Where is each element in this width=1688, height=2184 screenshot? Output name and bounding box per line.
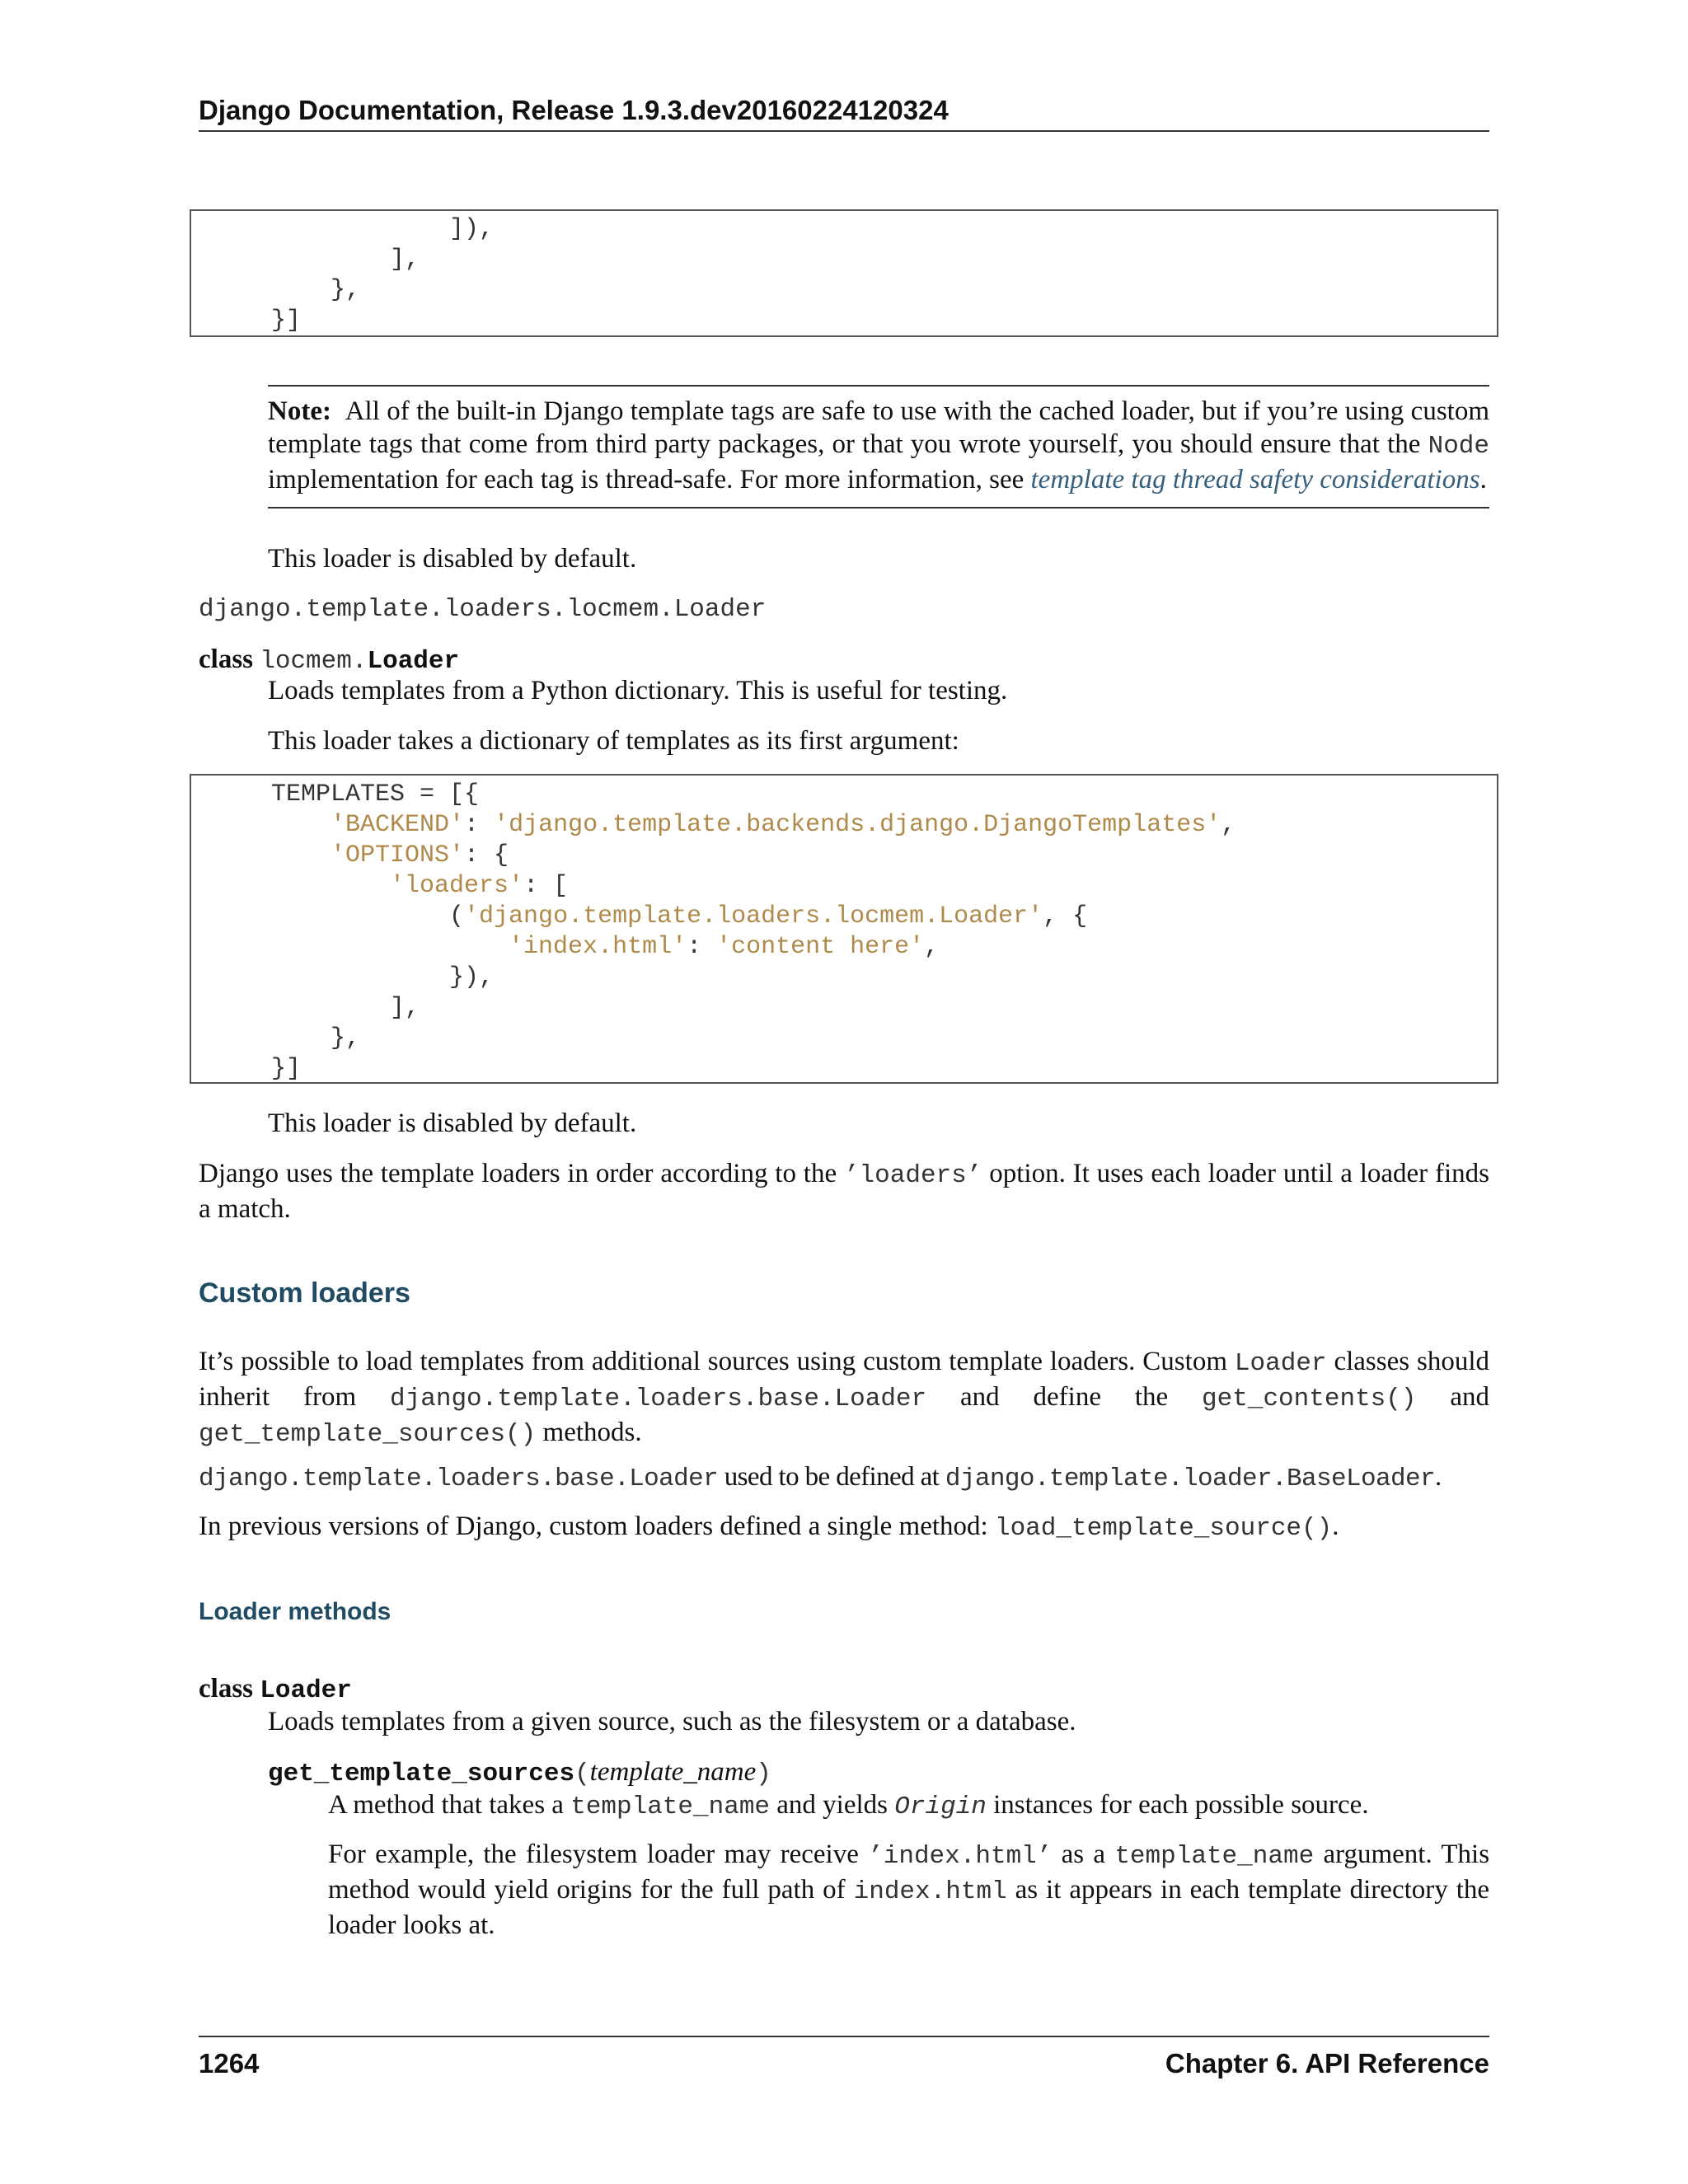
method-name: get_template_sources (268, 1760, 575, 1788)
inline-code: template_name (570, 1793, 771, 1821)
inline-code: ’loaders’ (843, 1161, 982, 1190)
code-line: TEMPLATES = [{ (271, 780, 480, 808)
loader-path: django.template.loaders.locmem.Loader (199, 595, 767, 624)
inline-code: Node (1428, 432, 1490, 461)
method-signature: get_template_sources(template_name) (268, 1757, 771, 1788)
code-block-continued (190, 209, 1498, 337)
code-line: ], (271, 246, 420, 274)
section-heading-custom-loaders: Custom loaders (199, 1277, 410, 1309)
code-line: }] (271, 1055, 302, 1083)
code-line: }, (271, 1024, 361, 1052)
inline-code: django.template.loaders.base.Loader (390, 1385, 927, 1413)
code-line: ('django.template.loaders.locmem.Loader', { (271, 902, 1088, 930)
class-signature-locmem (199, 643, 459, 678)
header-title: Django Documentation, Release 1.9.3.dev20160224120324 (199, 95, 949, 125)
paragraph-loader-order: Django uses the template loaders in order according to the ’loaders’ option. It uses each loader until a loader finds a match. (199, 1159, 1489, 1224)
paragraph-example: For example, the filesystem loader may receive ’index.html’ as a template_name argument. This method would yield origins for the full path of index.html as it appears in each template directory the loader looks at. (328, 1840, 1490, 1940)
paragraph: This loader takes a dictionary of templates as its first argument: (268, 726, 959, 756)
class-prefix: locmem. (260, 647, 368, 676)
code-line: 'BACKEND': 'django.template.backends.django.DjangoTemplates', (331, 811, 1236, 839)
page-number: 1264 (199, 2048, 260, 2079)
inline-code: Loader (1234, 1349, 1327, 1378)
paragraph: Loads templates from a Python dictionary. This is useful for testing. (268, 676, 1008, 705)
paragraph-previous-versions: In previous versions of Django, custom loaders defined a single method: load_template_source(). (199, 1511, 1339, 1543)
method-argument: template_name (589, 1757, 757, 1787)
code-line: 'index.html': 'content here', (509, 933, 940, 961)
paragraph: This loader is disabled by default. (268, 544, 637, 574)
origin-link[interactable]: Origin (894, 1793, 987, 1821)
class-signature-loader (199, 1672, 352, 1708)
code-line: ], (271, 994, 420, 1022)
class-keyword: class (199, 644, 253, 674)
code-line: ]), (271, 215, 495, 243)
inline-code: load_template_source() (994, 1514, 1333, 1543)
code-line: }, (271, 276, 361, 304)
inline-code: get_contents() (1202, 1385, 1417, 1413)
class-keyword: class (199, 1674, 253, 1704)
running-footer (199, 2036, 1489, 2082)
class-name: Loader (260, 1676, 352, 1705)
inline-code: template_name (1114, 1842, 1315, 1871)
code-block-templates (190, 774, 1498, 1084)
inline-code: django.template.loader.BaseLoader (945, 1465, 1436, 1493)
paragraph-custom-loaders: It’s possible to load templates from additional sources using custom template loaders. Custom Loader classes should inherit from django.template.loaders.base.Loader and define the get_contents() and get_template_sources() methods. (199, 1347, 1490, 1449)
note-label: Note: (268, 396, 331, 426)
inline-code: django.template.loaders.base.Loader (199, 1465, 719, 1493)
thread-safety-link[interactable]: template tag thread safety considerations (1030, 465, 1480, 494)
running-header (199, 92, 1489, 132)
inline-code: get_template_sources() (199, 1420, 537, 1449)
code-line: }), (271, 963, 495, 991)
class-name: Loader (367, 647, 460, 676)
paragraph: Loads templates from a given source, such as the filesystem or a database. (268, 1707, 1076, 1736)
chapter-title: Chapter 6. API Reference (1165, 2048, 1489, 2079)
paragraph-method-desc: A method that takes a template_name and yields Origin instances for each possible source. (328, 1790, 1369, 1821)
paragraph-baseloader: django.template.loaders.base.Loader used to be defined at django.template.loader.BaseLoader. (199, 1462, 1442, 1493)
code-line: 'OPTIONS': { (331, 841, 509, 869)
code-line: }] (271, 307, 302, 335)
section-heading-loader-methods: Loader methods (199, 1598, 392, 1625)
note-text: Note: All of the built-in Django template tags are safe to use with the cached loader, but if you’re using custom template tags that come from third party packages, or that you wrote yourself, you should ensure that the Node implementation for each tag is thread-safe. For more information, see template tag thread safety considerations. (268, 396, 1490, 494)
code-line: 'loaders': [ (390, 872, 569, 900)
inline-code: ’index.html’ (868, 1842, 1053, 1871)
inline-code: index.html (853, 1877, 1007, 1906)
note-admonition (268, 385, 1489, 509)
paragraph: This loader is disabled by default. (268, 1108, 637, 1138)
